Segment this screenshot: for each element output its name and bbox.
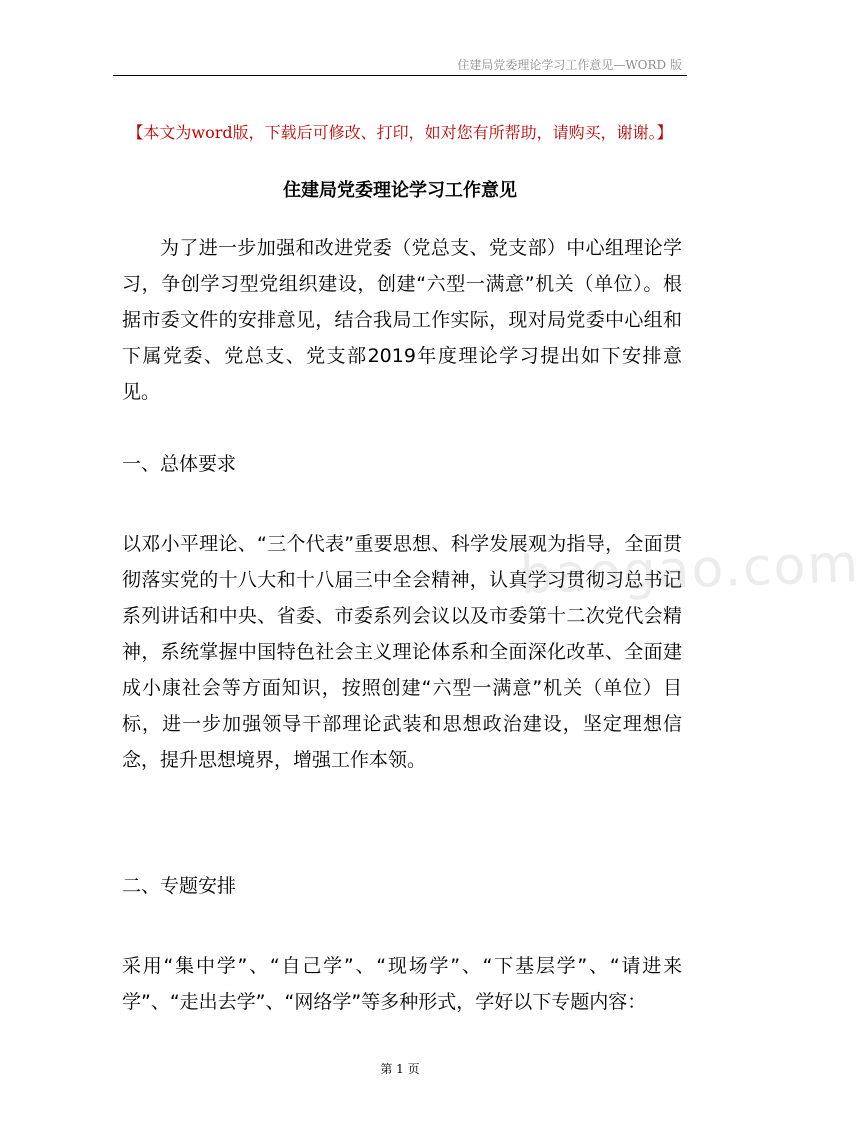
header-divider <box>113 75 687 76</box>
page-number: 第 1 页 <box>380 1062 420 1076</box>
purchase-notice: 【本文为word版，下载后可修改、打印，如对您有所帮助，请购买，谢谢。】 <box>127 123 673 142</box>
section-body-1: 以邓小平理论、“三个代表”重要思想、科学发展观为指导，全面贯彻落实党的十八大和十八届三中全会精神，认真学习贯彻习总书记系列讲话和中央、省委、市委系列会议以及市委第十二次党代会精神，系统掌握中国特色社会主义理论体系和全面深化改革、全面建成小康社会等方面知识，按照创建“六型一满意”机关（单位）目标，进一步加强领导干部理论武装和思想政治建设，坚定理想信念，提升思想境界，增强工作本领。 <box>122 533 682 771</box>
running-header: 住建局党委理论学习工作意见—WORD 版 <box>457 58 682 72</box>
intro-paragraph: 为了进一步加强和改进党委（党总支、党支部）中心组理论学习，争创学习型党组织建设，创建“六型一满意”机关（单位）。根据市委文件的安排意见，结合我局工作实际，现对局党委中心组和下属党委、党总支、党支部2019年度理论学习提出如下安排意见。 <box>122 237 682 403</box>
document-title: 住建局党委理论学习工作意见 <box>283 180 517 201</box>
watermark: baogao.com <box>519 534 861 606</box>
section-heading-2: 二、专题安排 <box>122 875 237 897</box>
section-body-2: 采用“集中学”、“自己学”、“现场学”、“下基层学”、“请进来学”、“走出去学”、“网络学”等多种形式，学好以下专题内容： <box>122 955 682 1013</box>
section-heading-1: 一、总体要求 <box>122 453 237 475</box>
